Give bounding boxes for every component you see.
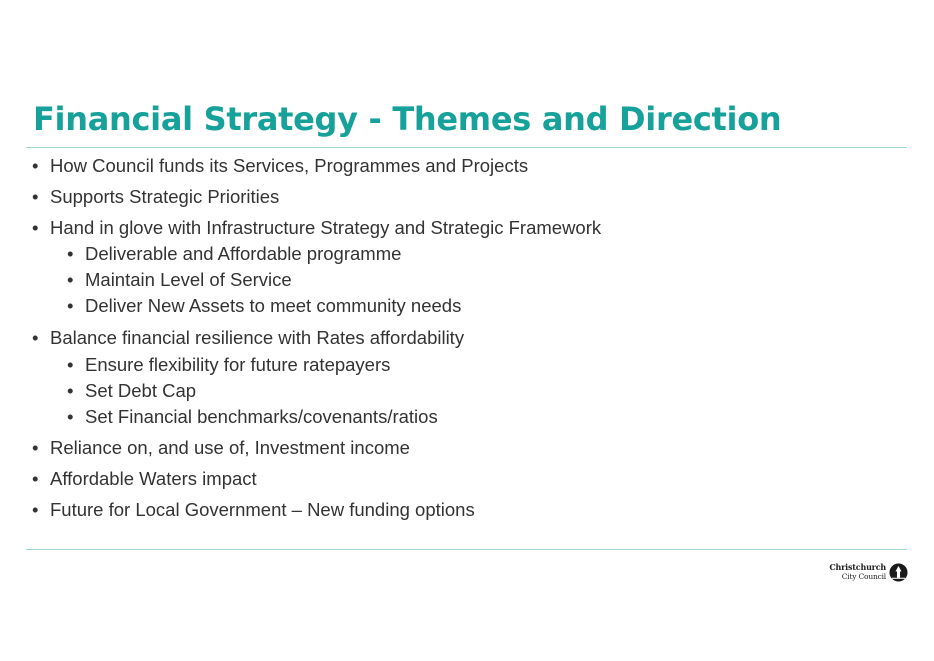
- bullet-text: Set Debt Cap: [85, 380, 197, 401]
- bullet-text: How Council funds its Services, Programmes and Projects: [50, 155, 529, 176]
- bullet-text: Future for Local Government – New funding options: [50, 499, 475, 520]
- bullet-glyph: •: [32, 499, 39, 520]
- slide-title: Financial Strategy - Themes and Direction: [33, 100, 782, 138]
- bullet-glyph: •: [32, 437, 39, 458]
- bullet-text: Balance financial resilience with Rates affordability: [50, 327, 465, 348]
- bullet-glyph: •: [32, 155, 39, 176]
- bullet-glyph: •: [67, 295, 74, 316]
- bullet-glyph: •: [32, 217, 39, 238]
- bullet-glyph: •: [32, 327, 39, 348]
- christchurch-cathedral-mark-icon: [889, 563, 908, 582]
- bullet-glyph: •: [32, 468, 39, 489]
- bullet-glyph: •: [67, 269, 74, 290]
- logo-line-2: City Council: [841, 572, 886, 581]
- bullet-text: Maintain Level of Service: [85, 269, 292, 290]
- bullet-glyph: •: [67, 354, 74, 375]
- bullet-text: Deliverable and Affordable programme: [85, 243, 402, 264]
- bullet-glyph: •: [67, 406, 74, 427]
- title-divider: [26, 147, 907, 148]
- bullet-glyph: •: [67, 380, 74, 401]
- council-logo: [829, 562, 908, 583]
- footer-divider: [26, 549, 907, 550]
- bullet-text: Set Financial benchmarks/covenants/ratios: [85, 406, 438, 427]
- bullet-text: Hand in glove with Infrastructure Strategy and Strategic Framework: [50, 217, 602, 238]
- bullet-text: Supports Strategic Priorities: [50, 186, 280, 207]
- bullet-glyph: •: [67, 243, 74, 264]
- bullet-text: Affordable Waters impact: [50, 468, 257, 489]
- bullet-text: Ensure flexibility for future ratepayers: [85, 354, 391, 375]
- logo-line-1: Christchurch: [829, 562, 886, 572]
- bullet-glyph: •: [32, 186, 39, 207]
- logo-wordmark: [829, 563, 886, 581]
- bullet-text: Reliance on, and use of, Investment income: [50, 437, 410, 458]
- bullet-text: Deliver New Assets to meet community needs: [85, 295, 462, 316]
